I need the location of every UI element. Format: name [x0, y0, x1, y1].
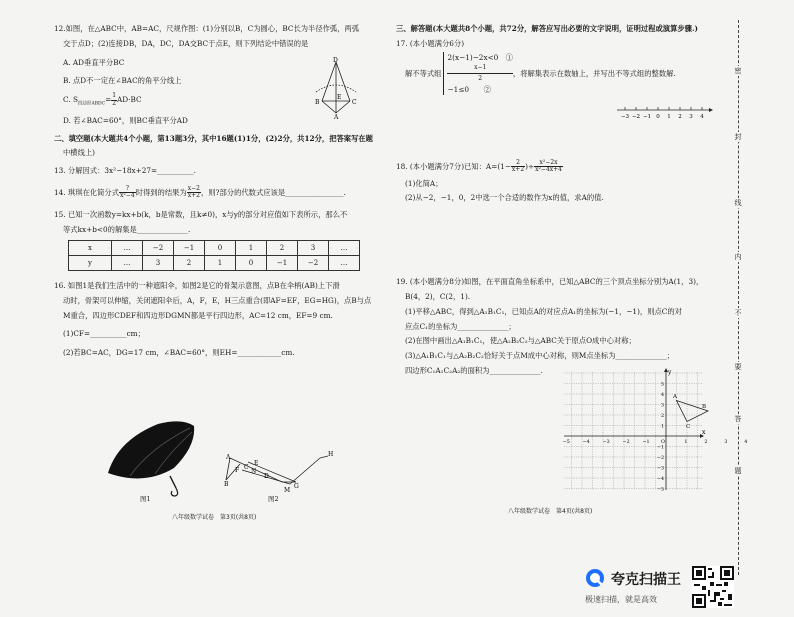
y-axis-label: y	[668, 369, 672, 376]
grid-label-a: A	[673, 394, 677, 400]
table-cell: …	[112, 256, 143, 271]
grid-y-tick-label: −1	[656, 445, 664, 451]
fig-label-a: A	[334, 114, 339, 121]
table-cell: 2	[174, 256, 205, 271]
grid-y-tick-label: −5	[656, 487, 664, 493]
grid-y-tick-label: 5	[660, 382, 664, 388]
grid-x-tick-label: 4	[744, 440, 748, 445]
fig-label-d: D	[333, 57, 338, 64]
q19-part1b: 应点C₁的坐标为______________；	[405, 321, 516, 331]
figure-2-caption: 图2	[268, 495, 279, 503]
brand-name: 夸克扫描王	[611, 572, 681, 588]
q19-stem: 19. (本小题满分8分)如图，在平面直角坐标系中，已知△ABC的三个顶点坐标分别为A(1，3)，	[396, 277, 704, 286]
q12-option-d: D. 若∠BAC=60°，则BC垂直平分AD	[63, 115, 188, 125]
table-cell: −2	[298, 256, 329, 271]
q19-part3: (3)△A₁B₁C₁与△A₂B₂C₂恰好关于点M成中心对称，则M点坐标为______________；	[405, 351, 674, 361]
q19-part3b: 四边形C₁A₁C₂A₂的面积为______________.	[405, 366, 543, 376]
seal-char: 题	[732, 466, 744, 476]
brand-slogan: 极速扫描，就是高效	[585, 595, 657, 604]
table-row-x	[69, 241, 360, 256]
grid-x-tick-label: O	[661, 440, 665, 445]
fig2-label-e: E	[254, 460, 259, 467]
seal-char: 线	[732, 198, 744, 208]
q19-part1: (1)平移△ABC，得到△A₁B₁C₁，已知点A的对应点A₁的坐标为(−1，−1)，则点C的对	[405, 306, 682, 316]
fig-label-b: B	[315, 99, 320, 106]
q19-part2: (2)在图中画出△A₁B₁C₁，使△A₂B₂C₂与△ABC关于原点O成中心对称；	[405, 336, 636, 346]
number-line-label: 3	[689, 114, 693, 120]
number-line-label: 1	[667, 114, 671, 120]
seal-char: 封	[732, 132, 744, 142]
q17-body: 解不等式组 2(x−1)−2x<0 ① x−1 2 −1≤0 ② ，将解集表示在数轴上，并写出不等式组的整数解.	[405, 52, 676, 94]
grid-label-c: C	[686, 424, 691, 430]
qr-code-icon	[692, 566, 734, 608]
grid-x-tick-label: 1	[684, 440, 688, 445]
fig2-label-d: D	[264, 473, 269, 480]
q15: 15. 已知一次函数y=kx+b(k，b是常数，且k≠0)，x与y的部分对应值如下表所示，那么不	[54, 209, 348, 219]
q17-system: 2(x−1)−2x<0 ① x−1 2 −1≤0 ②	[443, 52, 512, 96]
table-cell: …	[329, 256, 360, 271]
seal-char: 密	[732, 66, 744, 76]
seal-char: 内	[732, 252, 744, 262]
fig-label-e: E	[337, 94, 342, 101]
fig2-label-m: M	[284, 487, 291, 494]
q12-figure	[312, 57, 362, 121]
table-cell: y	[69, 256, 112, 271]
q12-option-b: B. 点D不一定在∠BAC的角平分线上	[63, 75, 182, 85]
table-cell: …	[112, 241, 143, 256]
grid-y-tick-label: 4	[660, 393, 664, 398]
number-line-label: −1	[642, 114, 652, 120]
q15-2: 等式kx+b<0的解集是______________.	[63, 224, 191, 234]
fig2-label-b: B	[224, 481, 229, 488]
q17-head: 17. (本小题满分6分)	[396, 38, 465, 48]
table-cell: −2	[143, 241, 174, 256]
grid-label-b: B	[702, 404, 707, 410]
number-line-label: −3	[620, 114, 630, 120]
q16-part1: (1)CF=__________cm；	[63, 328, 145, 338]
grid-x-tick-label: −2	[622, 440, 630, 445]
section-3-title: 三、解答题(本大题共8个小题，共72分，解答应写出必要的文字说明，证明过程或演算步骤.)	[396, 24, 698, 33]
q14: 14. 琪琪在化简分式 $\frac{?}{\text{x²−4}}$ 时得到的结果为 $\frac{x-2}{x+2}$ ，则?部分的代数式应该是________________.	[54, 185, 346, 200]
brand-logo-icon	[585, 568, 605, 588]
grid-x-tick-label: −4	[582, 440, 590, 445]
seal-char: 不	[732, 308, 744, 318]
q13: 13. 分解因式：3x²−18x+27=__________.	[54, 166, 196, 176]
section-2-title: 二、填空题(本大题共4个小题，第13题3分，其中16题(1)1分，(2)2分，共12分，把答案写在题	[54, 133, 373, 143]
q12-option-c: C. $S_{四边形ABDC}=$ $\frac{1}{2}$ AD·BC	[63, 92, 142, 107]
page-footer-left: 八年级数学试卷 第3页(共8页)	[172, 514, 257, 521]
number-line-label: 2	[678, 114, 682, 120]
fig2-label-c: C	[244, 464, 249, 471]
page-footer-right: 八年级数学试卷 第4页(共8页)	[508, 508, 593, 515]
grid-x-tick-label: 3	[724, 440, 728, 445]
fig2-label-h: H	[328, 451, 334, 458]
number-line-label: −2	[631, 114, 641, 120]
table-cell: 3	[143, 256, 174, 271]
value-table	[68, 240, 360, 271]
grid-y-tick-label: 1	[660, 424, 664, 430]
q16-2: 动时，骨架可以伸缩，关闭遮阳伞后，A，F，E，H三点重合(即AF=EF，EG=HG)，点B与点	[63, 296, 372, 306]
grid-y-tick-label: −4	[656, 477, 664, 482]
number-line-label: 4	[700, 114, 704, 120]
x-axis-label: x	[702, 429, 706, 436]
q19-stem-2: B(4，2)，C(2，1).	[405, 291, 471, 301]
seal-char: 答	[732, 414, 744, 424]
table-cell: …	[329, 241, 360, 256]
section-2-title-2: 中横线上)	[63, 148, 96, 158]
coordinate-grid	[562, 368, 748, 494]
number-line	[615, 102, 715, 122]
number-line-label: 0	[656, 114, 660, 120]
grid-x-tick-label: −5	[562, 440, 570, 445]
seal-char: 要	[732, 362, 744, 372]
q18-block	[396, 160, 712, 208]
fig2-label-f: F	[235, 467, 240, 474]
grid-x-tick-label: −3	[602, 440, 610, 445]
q16: 16. 如图1是我们生活中的一种遮阳伞，如图2是它的骨架示意图，点B在伞柄(AB)上下滑	[54, 281, 340, 291]
table-cell: x	[69, 241, 112, 256]
table-cell: 2	[267, 241, 298, 256]
table-cell: −1	[267, 256, 298, 271]
grid-y-tick-label: −2	[656, 456, 664, 461]
q18-part1: (1)化简A；	[405, 178, 443, 188]
umbrella-figure	[100, 418, 200, 498]
q12-option-a: A. AD垂直平分BC	[63, 57, 125, 67]
table-cell: 1	[205, 256, 236, 271]
grid-y-tick-label: 2	[660, 414, 664, 419]
fig2-label-a: A	[226, 454, 231, 461]
figure-1-caption: 图1	[140, 495, 151, 503]
fig2-label-n: N	[251, 468, 257, 475]
table-cell: 0	[205, 241, 236, 256]
table-cell: 3	[298, 241, 329, 256]
right-column	[396, 24, 712, 100]
grid-y-tick-label: −3	[656, 466, 664, 472]
fig2-label-g: G	[294, 483, 299, 490]
q18-part2: (2)从−2，−1，0，2中选一个合适的数作为x的值，求A的值.	[405, 193, 604, 203]
fig-label-c: C	[352, 99, 357, 106]
grid-x-tick-label: 2	[704, 440, 708, 445]
table-cell: 0	[236, 256, 267, 271]
grid-y-tick-label: 3	[660, 403, 664, 409]
q18-head: 18. (本小题满分7分)已知：A=(1− $\frac{2}{x+2}$ )÷ $\frac{\text{x²−2x}}{\text{x²−4x+4}}$	[396, 159, 562, 174]
table-row-y	[69, 256, 360, 271]
table-cell: −1	[174, 241, 205, 256]
binding-line	[728, 20, 748, 575]
grid-x-tick-label: −1	[642, 440, 650, 445]
q12-stem: 12.如图，在△ABC中，AB=AC，尺规作图：(1)分别以B，C为圆心，BC长为半径作弧，两弧	[54, 24, 360, 33]
table-cell: 1	[236, 241, 267, 256]
skeleton-figure	[220, 448, 340, 496]
q12-stem-2: 交于点D；(2)连接DB，DA，DC，DA交BC于点E，则下列结论中错误的是	[63, 38, 309, 48]
q16-part2: (2)若BC=AC，DG=17 cm，∠BAC=60°，则EH=____________cm.	[63, 347, 295, 357]
q16-3: M重合，四边形CDEF和四边形DGMN都是平行四边形，AC=12 cm，EF=9 cm.	[63, 311, 333, 321]
q19-block	[396, 277, 712, 381]
